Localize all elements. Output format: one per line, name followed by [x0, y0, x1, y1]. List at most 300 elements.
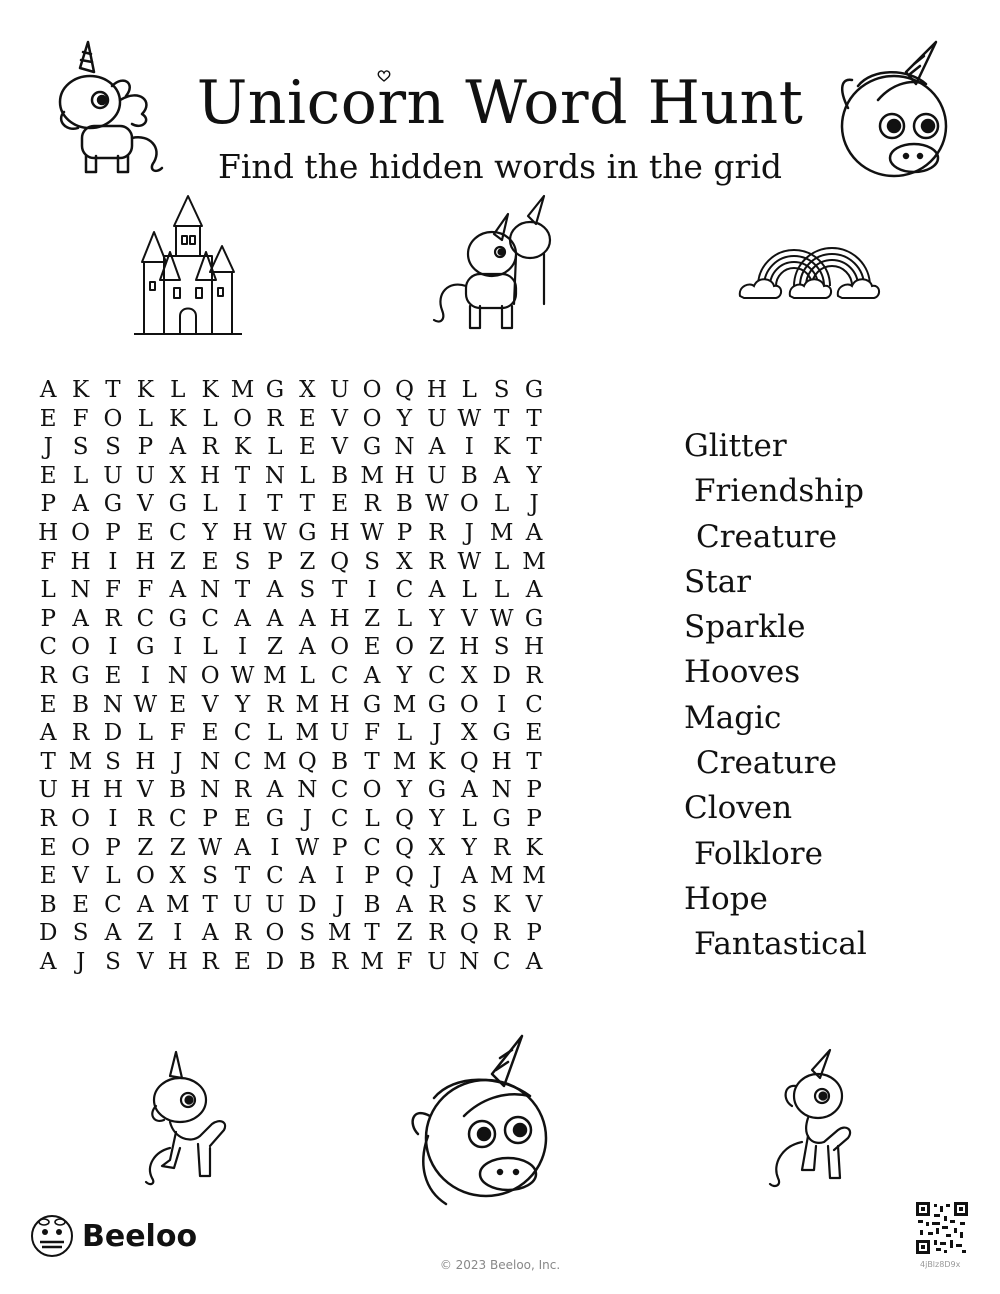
grid-row — [32, 405, 550, 434]
grid-letter: A — [72, 491, 89, 518]
grid-letter: P — [40, 491, 56, 518]
rainbow-illustration — [736, 226, 884, 304]
grid-letter: R — [39, 662, 57, 689]
grid-letter: M — [489, 519, 514, 546]
grid-letter: H — [38, 519, 59, 546]
grid-letter: A — [104, 920, 122, 947]
grid-letter: T — [493, 405, 510, 432]
grid-row — [32, 919, 550, 948]
grid-letter: T — [40, 748, 56, 775]
grid-letter: V — [137, 777, 154, 804]
grid-letter: Z — [266, 634, 283, 661]
grid-letter: L — [494, 491, 510, 518]
grid-letter: I — [108, 805, 118, 832]
grid-letter: A — [169, 434, 187, 461]
grid-row — [32, 662, 550, 691]
grid-letter: H — [232, 519, 253, 546]
grid-letter: F — [137, 577, 154, 604]
grid-letter: T — [105, 377, 121, 403]
grid-letter: Y — [461, 834, 477, 861]
grid-letter: T — [267, 491, 283, 518]
grid-letter: L — [202, 491, 218, 518]
grid-letter: U — [135, 462, 156, 489]
grid-row — [32, 862, 550, 891]
grid-letter: O — [71, 519, 91, 546]
grid-letter: C — [201, 605, 219, 632]
grid-letter: L — [461, 377, 477, 403]
grid-letter: K — [493, 434, 511, 461]
grid-letter: D — [103, 720, 123, 747]
grid-letter: K — [428, 748, 446, 775]
grid-letter: U — [330, 377, 350, 403]
grid-row — [32, 376, 550, 405]
grid-letter: O — [459, 491, 479, 518]
grid-letter: E — [39, 863, 57, 890]
grid-letter: D — [265, 948, 285, 975]
grid-letter: M — [392, 691, 417, 718]
grid-letter: W — [295, 834, 320, 861]
grid-letter: A — [525, 577, 543, 604]
grid-letter: I — [237, 491, 248, 518]
grid-letter: C — [428, 662, 446, 689]
grid-letter: G — [136, 634, 155, 661]
grid-letter: E — [104, 662, 122, 689]
grid-letter: I — [108, 548, 118, 575]
grid-letter: A — [39, 720, 57, 747]
grid-letter: A — [201, 920, 219, 947]
grid-letter: H — [102, 777, 123, 804]
unicorn-illustration — [432, 194, 560, 336]
grid-letter: G — [265, 805, 285, 832]
grid-letter: H — [135, 548, 156, 575]
grid-letter: M — [230, 377, 255, 403]
grid-letter: L — [170, 377, 186, 403]
grid-letter: G — [265, 377, 285, 403]
unicorn-illustration — [828, 38, 956, 184]
grid-letter: J — [43, 434, 53, 461]
grid-letter: G — [427, 691, 447, 718]
grid-letter: T — [526, 434, 542, 461]
grid-row — [32, 519, 550, 548]
grid-letter: N — [70, 577, 91, 604]
grid-letter: C — [233, 720, 252, 747]
grid-letter: U — [427, 405, 447, 432]
grid-letter: L — [72, 462, 89, 489]
grid-letter: B — [39, 891, 57, 918]
grid-letter: K — [493, 891, 511, 918]
grid-letter: D — [298, 891, 317, 918]
grid-letter: Q — [395, 805, 414, 832]
grid-letter: H — [167, 948, 188, 975]
grid-letter: X — [396, 548, 413, 575]
grid-letter: L — [396, 720, 413, 747]
grid-letter: O — [330, 634, 350, 661]
word-list-item: Folklore — [694, 835, 823, 872]
grid-letter: C — [104, 891, 122, 918]
grid-letter: G — [492, 805, 511, 832]
grid-row — [32, 834, 550, 863]
grid-letter: Q — [297, 748, 317, 775]
page-subtitle: Find the hidden words in the grid — [217, 147, 783, 186]
grid-letter: A — [299, 605, 316, 632]
grid-letter: G — [168, 491, 187, 518]
grid-letter: R — [428, 920, 446, 947]
grid-letter: E — [39, 691, 57, 718]
grid-row — [32, 805, 550, 834]
word-list-item: Hope — [684, 880, 768, 917]
grid-letter: N — [264, 462, 285, 489]
grid-letter: Y — [429, 605, 445, 632]
grid-letter: H — [524, 634, 545, 661]
grid-letter: E — [234, 805, 251, 832]
grid-letter: U — [38, 777, 58, 804]
grid-row — [32, 462, 550, 491]
grid-letter: A — [428, 434, 446, 461]
grid-letter: L — [137, 405, 153, 432]
grid-letter: L — [137, 720, 153, 747]
grid-row — [32, 691, 550, 720]
grid-letter: A — [266, 605, 284, 632]
grid-letter: K — [169, 405, 187, 432]
grid-letter: O — [233, 405, 252, 432]
grid-letter: E — [331, 491, 349, 518]
grid-letter: X — [461, 720, 478, 747]
grid-letter: M — [360, 462, 384, 489]
grid-letter: B — [396, 491, 413, 518]
heart-icon — [377, 70, 391, 82]
bee-logo-icon — [30, 1214, 74, 1258]
grid-letter: V — [331, 405, 349, 432]
grid-letter: Y — [526, 462, 542, 489]
grid-letter: P — [364, 863, 380, 890]
grid-letter: P — [137, 434, 154, 461]
grid-row — [32, 633, 550, 662]
grid-letter: O — [265, 920, 285, 947]
word-list — [684, 424, 867, 968]
grid-letter: M — [295, 691, 320, 718]
grid-letter: K — [525, 834, 543, 861]
grid-letter: P — [396, 519, 413, 546]
grid-letter: S — [493, 377, 510, 403]
grid-letter: E — [234, 948, 251, 975]
grid-letter: G — [362, 691, 382, 718]
word-list-item: Glitter — [684, 428, 787, 464]
unicorn-illustration — [50, 38, 168, 180]
grid-letter: M — [360, 948, 384, 975]
grid-row — [32, 891, 550, 920]
grid-letter: M — [68, 748, 93, 775]
grid-letter: C — [492, 948, 511, 975]
grid-letter: S — [105, 434, 121, 461]
grid-letter: K — [71, 377, 90, 403]
grid-letter: A — [234, 605, 251, 632]
grid-row — [32, 748, 550, 777]
grid-letter: H — [329, 519, 350, 546]
grid-letter: O — [362, 377, 382, 403]
grid-letter: C — [363, 834, 381, 861]
grid-letter: E — [39, 405, 57, 432]
grid-letter: B — [298, 948, 316, 975]
grid-letter: S — [105, 948, 121, 975]
grid-letter: E — [298, 434, 316, 461]
grid-letter: F — [40, 548, 57, 575]
grid-letter: O — [362, 777, 382, 804]
grid-letter: V — [72, 863, 89, 890]
grid-letter: Y — [396, 662, 413, 689]
grid-letter: G — [362, 434, 382, 461]
grid-letter: H — [329, 605, 350, 632]
grid-letter: R — [233, 777, 252, 804]
grid-letter: C — [395, 577, 414, 604]
grid-letter: H — [426, 377, 447, 403]
grid-row — [32, 548, 550, 577]
grid-letter: U — [232, 891, 253, 918]
grid-letter: R — [39, 805, 57, 832]
grid-letter: P — [331, 834, 348, 861]
grid-letter: Z — [169, 834, 186, 861]
grid-letter: L — [105, 863, 121, 890]
grid-letter: Q — [395, 834, 414, 861]
grid-letter: A — [39, 377, 57, 403]
grid-letter: W — [263, 519, 287, 546]
grid-letter: P — [105, 834, 121, 861]
grid-letter: C — [168, 519, 187, 546]
grid-letter: A — [493, 462, 510, 489]
page-title: Unicorn Word Hunt — [196, 68, 804, 138]
grid-letter: O — [135, 863, 155, 890]
grid-letter: W — [198, 834, 222, 861]
grid-letter: C — [266, 863, 284, 890]
grid-letter: U — [330, 720, 350, 747]
word-search-grid — [32, 376, 550, 976]
grid-letter: D — [492, 662, 511, 689]
grid-letter: C — [39, 634, 57, 661]
qr-code-icon — [916, 1202, 968, 1254]
word-list-item: Hooves — [684, 654, 801, 691]
grid-letter: O — [200, 662, 220, 689]
word-list-item: Sparkle — [684, 609, 806, 646]
grid-letter: N — [102, 691, 124, 718]
grid-letter: L — [461, 577, 477, 604]
grid-letter: A — [299, 863, 316, 890]
word-list-item: Creature — [696, 518, 837, 555]
unicorn-illustration — [404, 1034, 554, 1210]
grid-letter: W — [425, 491, 449, 518]
worksheet-code: 4jBlz8D9x — [920, 1260, 961, 1269]
grid-letter: S — [493, 634, 510, 661]
grid-letter: R — [201, 434, 219, 461]
grid-letter: E — [201, 720, 219, 747]
grid-letter: P — [105, 519, 121, 546]
grid-letter: R — [266, 405, 284, 432]
grid-letter: S — [299, 577, 316, 604]
grid-letter: R — [136, 805, 155, 832]
grid-letter: A — [525, 519, 543, 546]
grid-letter: P — [526, 777, 542, 804]
grid-letter: Z — [428, 634, 445, 661]
unicorn-illustration — [140, 1048, 240, 1188]
grid-letter: N — [200, 577, 221, 604]
grid-letter: R — [201, 948, 219, 975]
grid-letter: L — [494, 577, 510, 604]
grid-letter: E — [72, 891, 89, 918]
grid-letter: A — [234, 834, 251, 861]
grid-letter: T — [364, 920, 380, 947]
grid-letter: W — [230, 662, 255, 689]
grid-letter: J — [529, 491, 539, 518]
grid-letter: K — [136, 377, 154, 403]
grid-letter: X — [169, 863, 186, 890]
grid-letter: J — [432, 720, 442, 747]
grid-letter: Q — [395, 377, 414, 403]
grid-letter: Z — [137, 834, 154, 861]
grid-letter: Q — [330, 548, 350, 575]
grid-letter: J — [173, 748, 183, 775]
grid-row — [32, 719, 550, 748]
grid-letter: G — [298, 519, 317, 546]
grid-letter: A — [39, 948, 57, 975]
grid-letter: M — [263, 748, 287, 775]
grid-letter: O — [71, 805, 91, 832]
grid-letter: H — [135, 748, 156, 775]
grid-letter: L — [40, 577, 56, 604]
grid-letter: L — [202, 405, 218, 432]
grid-letter: W — [457, 405, 482, 432]
grid-letter: E — [201, 548, 219, 575]
grid-letter: Y — [396, 777, 413, 804]
grid-letter: S — [461, 891, 478, 918]
grid-letter: J — [432, 863, 442, 890]
grid-letter: O — [395, 634, 414, 661]
grid-letter: Y — [396, 405, 413, 432]
grid-letter: K — [201, 377, 219, 403]
grid-letter: X — [299, 377, 316, 403]
grid-letter: X — [428, 834, 446, 861]
grid-letter: A — [169, 577, 187, 604]
grid-letter: R — [428, 891, 446, 918]
grid-letter: M — [489, 863, 514, 890]
grid-letter: N — [394, 434, 415, 461]
grid-letter: N — [200, 748, 221, 775]
grid-letter: U — [427, 948, 447, 975]
grid-letter: E — [298, 405, 316, 432]
grid-letter: S — [234, 548, 251, 575]
grid-letter: A — [460, 777, 478, 804]
grid-letter: G — [524, 605, 544, 632]
grid-letter: F — [104, 577, 121, 604]
grid-letter: E — [169, 691, 187, 718]
grid-letter: L — [299, 462, 315, 489]
grid-letter: H — [491, 748, 512, 775]
grid-letter: C — [168, 805, 187, 832]
grid-letter: R — [71, 720, 90, 747]
grid-letter: Q — [395, 863, 414, 890]
grid-letter: N — [297, 777, 318, 804]
grid-letter: X — [169, 462, 186, 489]
grid-letter: L — [461, 805, 477, 832]
grid-letter: P — [526, 920, 542, 947]
grid-letter: R — [493, 834, 511, 861]
grid-letter: L — [267, 434, 283, 461]
grid-letter: T — [364, 748, 380, 775]
grid-letter: B — [331, 462, 349, 489]
grid-letter: L — [299, 662, 315, 689]
grid-letter: M — [295, 720, 320, 747]
grid-letter: J — [75, 948, 86, 975]
grid-letter: M — [392, 748, 417, 775]
grid-letter: A — [299, 634, 316, 661]
grid-letter: O — [71, 834, 91, 861]
grid-letter: B — [331, 748, 349, 775]
grid-letter: V — [331, 434, 349, 461]
grid-letter: X — [461, 662, 478, 689]
grid-letter: Q — [459, 748, 479, 775]
grid-letter: T — [234, 577, 251, 604]
grid-letter: Z — [137, 920, 154, 947]
grid-letter: B — [169, 777, 187, 804]
grid-letter: Y — [234, 691, 251, 718]
grid-letter: J — [335, 891, 345, 918]
grid-letter: A — [137, 891, 154, 918]
grid-letter: M — [522, 863, 546, 890]
grid-letter: G — [492, 720, 511, 747]
grid-row — [32, 433, 550, 462]
grid-letter: R — [266, 691, 284, 718]
word-list-item: Magic — [684, 699, 782, 736]
grid-letter: V — [137, 948, 154, 975]
grid-letter: P — [526, 805, 542, 832]
grid-letter: W — [360, 519, 384, 546]
grid-row — [32, 490, 550, 519]
grid-letter: T — [526, 748, 542, 775]
grid-letter: W — [457, 548, 482, 575]
grid-letter: B — [72, 691, 90, 718]
grid-letter: T — [299, 491, 315, 518]
grid-letter: A — [72, 605, 89, 632]
grid-letter: C — [136, 605, 155, 632]
grid-letter: H — [70, 777, 91, 804]
grid-letter: R — [428, 519, 446, 546]
grid-letter: K — [233, 434, 252, 461]
grid-letter: U — [103, 462, 123, 489]
copyright: © 2023 Beeloo, Inc. — [439, 1258, 561, 1272]
grid-letter: O — [103, 405, 123, 432]
grid-letter: E — [39, 834, 57, 861]
grid-letter: U — [265, 891, 285, 918]
grid-row — [32, 948, 550, 977]
grid-letter: U — [427, 462, 447, 489]
grid-letter: F — [396, 948, 413, 975]
grid-letter: I — [464, 434, 474, 461]
word-list-item: Friendship — [694, 473, 865, 510]
grid-letter: P — [267, 548, 283, 575]
grid-letter: C — [330, 805, 349, 832]
grid-letter: A — [396, 891, 413, 918]
grid-letter: L — [202, 634, 218, 661]
grid-letter: D — [38, 920, 58, 947]
grid-letter: H — [394, 462, 415, 489]
grid-letter: R — [428, 548, 446, 575]
grid-letter: S — [364, 548, 380, 575]
grid-letter: Z — [169, 548, 186, 575]
brand-name: Beeloo — [82, 1218, 198, 1254]
grid-letter: H — [200, 462, 221, 489]
grid-letter: E — [525, 720, 543, 747]
grid-letter: B — [363, 891, 381, 918]
grid-letter: Z — [299, 548, 316, 575]
grid-letter: W — [133, 691, 158, 718]
grid-letter: J — [302, 805, 312, 832]
